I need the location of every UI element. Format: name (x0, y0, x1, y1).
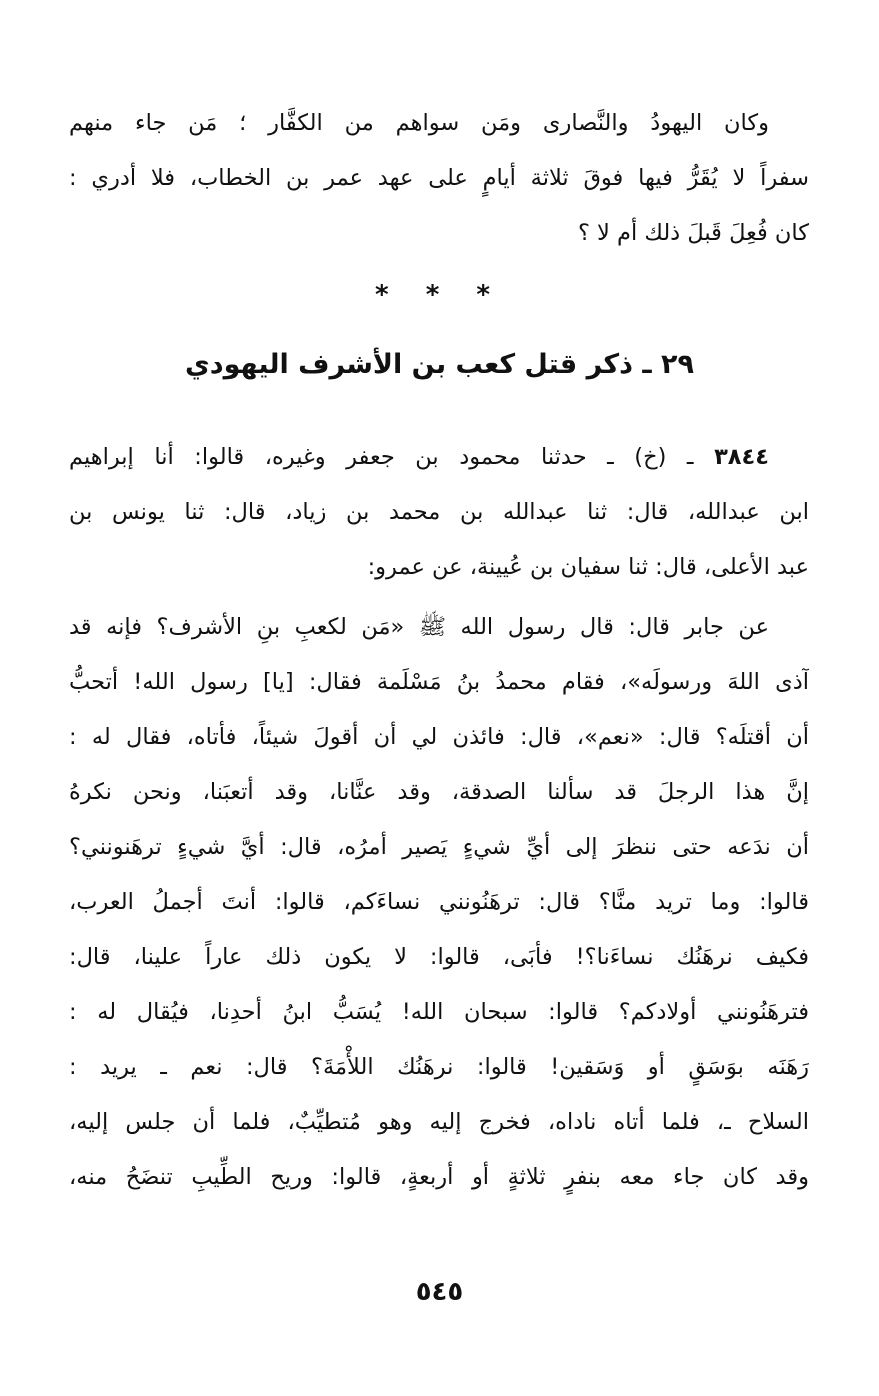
isnad-paragraph (69, 430, 809, 595)
paragraph-line: ابن عبدالله، قال: ثنا عبدالله بن محمد بن زياد، قال: ثنا يونس بن (69, 499, 809, 525)
paragraph-line (69, 430, 809, 485)
paragraph-line: عبد الأعلى، قال: ثنا سفيان بن عُيينة، عن عمرو: (367, 554, 809, 580)
paragraph-line: آذى اللهَ ورسولَه»، فقام محمدُ بنُ مَسْلَمة فقال: [يا] رسول الله! أتحبُّ (69, 669, 809, 695)
paragraph-line: إنَّ هذا الرجلَ قد سألنا الصدقة، وقد عنَّانا، وقد أتعبَنا، ونحن نكرهُ (69, 779, 809, 805)
paragraph-line: وقد كان جاء معه بنفرٍ ثلاثةٍ أو أربعةٍ، قالوا: وريح الطِّيبِ تنضَحُ منه، (69, 1164, 809, 1190)
isnad-line-text: ـ (خ) ـ حدثنا محمود بن جعفر وغيره، قالوا: أنا إبراهيم (69, 444, 694, 470)
hadith-number: ٣٨٤٤ (714, 444, 769, 470)
paragraph-line: رَهَنَه بوَسَقٍ أو وَسَقين! قالوا: نرهَنُك اللأْمَةَ؟ قال: نعم ـ يريد : (69, 1054, 809, 1080)
paragraph-line: قالوا: وما تريد منَّا؟ قال: ترهَنُونني نساءَكم، قالوا: أنتَ أجملُ العرب، (69, 889, 809, 915)
paragraph-line: وكان اليهودُ والنَّصارى ومَن سواهم من الكفَّار ؛ مَن جاء منهم (69, 110, 769, 136)
paragraph-line: أن أقتلَه؟ قال: «نعم»، قال: فائذن لي أن أقولَ شيئاً، فأتاه، فقال له : (69, 724, 809, 750)
paragraph-line: أن ندَعه حتى ننظرَ إلى أيِّ شيءٍ يَصير أمرُه، قال: أيَّ شيءٍ ترهَنونني؟ (69, 834, 809, 860)
section-separator: * * * (375, 280, 504, 310)
paragraph-line: فترهَنُونني أولادكم؟ قالوا: سبحان الله! يُسَبُّ ابنُ أحدِنا، فيُقال له : (69, 999, 809, 1025)
paragraph-line: السلاح ـ، فلما أتاه ناداه، فخرج إليه وهو مُتطيِّبٌ، فلما أن جلس إليه، (69, 1109, 809, 1135)
paragraph-line: سفراً لا يُقَرُّ فيها فوقَ ثلاثة أيامٍ على عهد عمر بن الخطاب، فلا أدري : (69, 165, 809, 191)
paragraph-line: عن جابر قال: قال رسول الله ﷺ «مَن لكعبِ بنِ الأشرف؟ فإنه قد (69, 614, 769, 640)
top-paragraph (69, 96, 809, 261)
chapter-title: ٢٩ ـ ذكر قتل كعب بن الأشرف اليهودي (185, 349, 694, 380)
paragraph-line: كان فُعِلَ قَبلَ ذلك أم لا ؟ (577, 220, 809, 246)
page-number: ٥٤٥ (415, 1277, 464, 1307)
hadith-paragraph (69, 600, 809, 1205)
paragraph-line: فكيف نرهَنُك نساءَنا؟! فأبَى، قالوا: لا يكون ذلك عاراً علينا، قال: (69, 944, 809, 970)
